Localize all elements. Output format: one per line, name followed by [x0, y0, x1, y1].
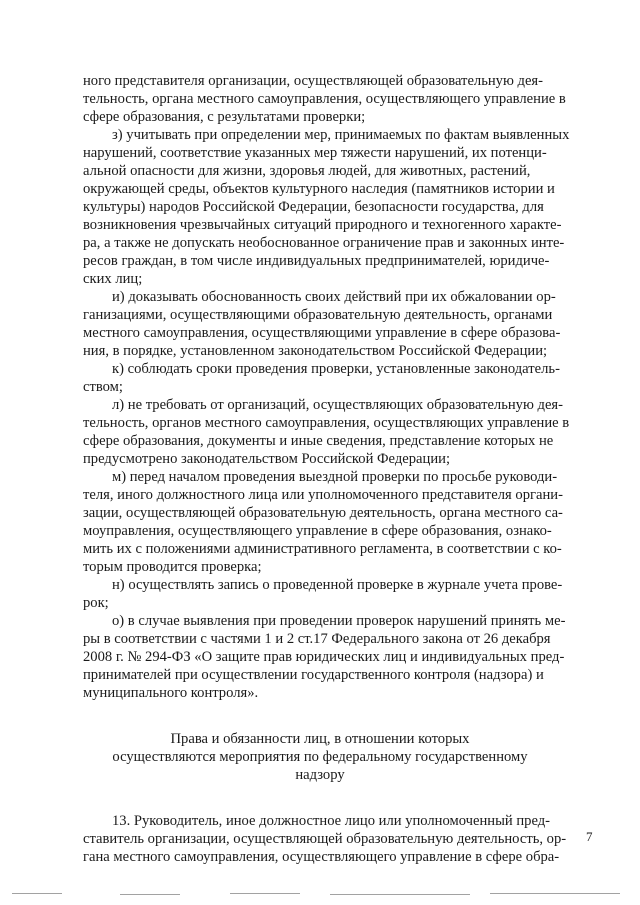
text-line: сфере образования, с результатами проверки;	[83, 109, 366, 125]
section-heading-line: Права и обязанности лиц, в отношении которых	[170, 731, 470, 747]
text-line: зации, осуществляющей образовательную деятельность, органа местного са-	[83, 505, 563, 521]
text-line: возникновения чрезвычайных ситуаций природного и техногенного характе-	[83, 217, 562, 233]
text-line: теля, иного должностного лица или уполномоченного представителя органи-	[83, 487, 563, 503]
text-line: торым проводится проверка;	[83, 559, 262, 575]
text-line: 13. Руководитель, иное должностное лицо или уполномоченный пред-	[112, 813, 551, 829]
text-line: з) учитывать при определении мер, принимаемых по фактам выявленных	[112, 127, 570, 143]
text-line: муниципального контроля».	[83, 685, 259, 701]
text-line: ного представителя организации, осуществляющей образовательную дея-	[83, 73, 543, 89]
text-line: ры в соответствии с частями 1 и 2 ст.17 Федерального закона от 26 декабря	[83, 631, 551, 647]
section-heading-line: надзору	[295, 767, 345, 783]
text-line: рок;	[83, 595, 109, 611]
text-line: предусмотрено законодательством Российской Федерации;	[83, 451, 451, 467]
section-heading-line: осуществляются мероприятия по федеральному государственному	[112, 749, 528, 765]
text-line: гана местного самоуправления, осуществляющего управление в сфере обра-	[83, 849, 560, 865]
page-number: 7	[586, 829, 593, 844]
text-line: ставитель организации, осуществляющей образовательную деятельность, ор-	[83, 831, 567, 847]
scan-artifact	[230, 893, 300, 894]
text-line: тельность, органа местного самоуправления, осуществляющего управление в	[83, 91, 566, 107]
text-line: ских лиц;	[83, 271, 143, 287]
text-line: альной опасности для жизни, здоровья людей, для животных, растений,	[83, 163, 531, 179]
text-line: н) осуществлять запись о проведенной проверке в журнале учета прове-	[112, 577, 563, 593]
text-line: сфере образования, документы и иные сведения, представление которых не	[83, 433, 554, 449]
text-line: местного самоуправления, осуществляющими управление в сфере образова-	[83, 325, 561, 341]
text-line: мить их с положениями административного регламента, в соответствии с ко-	[83, 541, 562, 557]
scan-artifact	[330, 894, 470, 895]
text-line: ством;	[83, 379, 123, 395]
text-line: ра, а также не допускать необоснованное ограничение прав и законных инте-	[83, 235, 565, 251]
text-line: окружающей среды, объектов культурного наследия (памятников истории и	[83, 181, 555, 197]
text-line: ресов граждан, в том числе индивидуальных предпринимателей, юридиче-	[83, 253, 550, 269]
scan-artifact	[490, 893, 620, 894]
text-line: принимателей при осуществлении государственного контроля (надзора) и	[83, 667, 544, 683]
text-line: и) доказывать обоснованность своих действий при их обжаловании ор-	[112, 289, 556, 305]
text-line: ганизациями, осуществляющими образовательную деятельность, органами	[83, 307, 553, 323]
text-line: моуправления, осуществляющего управление в сфере образования, ознако-	[83, 523, 552, 539]
scan-artifact	[120, 894, 180, 895]
text-line: тельность, органов местного самоуправления, осуществляющих управление в	[83, 415, 570, 431]
scan-artifact	[12, 893, 62, 894]
text-line: к) соблюдать сроки проведения проверки, установленные законодатель-	[112, 361, 560, 377]
text-line: нарушений, соответствие указанных мер тяжести нарушений, их потенци-	[83, 145, 547, 161]
text-line: о) в случае выявления при проведении проверок нарушений принять ме-	[112, 613, 566, 629]
text-line: 2008 г. № 294-ФЗ «О защите прав юридических лиц и индивидуальных пред-	[83, 649, 565, 665]
text-line: л) не требовать от организаций, осуществляющих образовательную дея-	[112, 397, 563, 413]
text-line: ния, в порядке, установленном законодательством Российской Федерации;	[83, 343, 548, 359]
text-line: м) перед началом проведения выездной проверки по просьбе руководи-	[112, 469, 558, 485]
text-line: культуры) народов Российской Федерации, безопасности государства, для	[83, 199, 544, 215]
